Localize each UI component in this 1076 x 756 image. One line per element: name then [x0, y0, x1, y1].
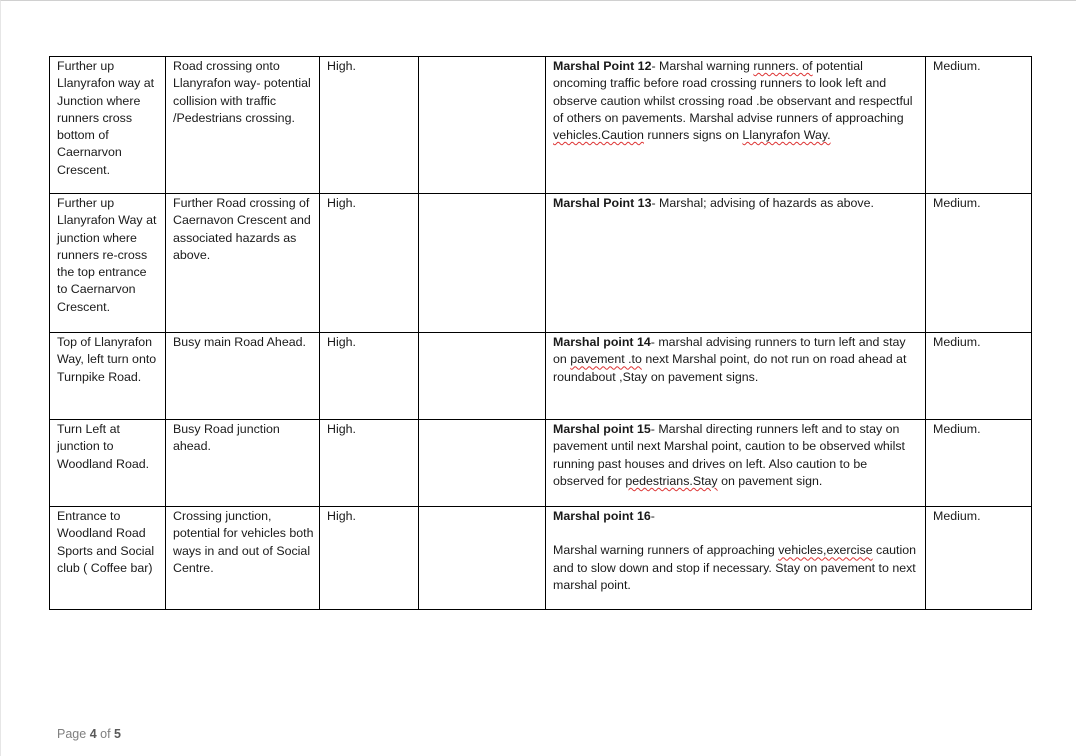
hazard-text: Busy main Road Ahead. [173, 335, 306, 349]
location-cell [50, 333, 166, 420]
risk-level-cell [320, 507, 419, 610]
residual-risk-text: Medium. [933, 59, 981, 73]
risk-assessment-table [49, 56, 1032, 610]
risk-level-cell [320, 194, 419, 333]
marshal-point-title: Marshal point 16 [553, 509, 651, 523]
residual-risk-text: Medium. [933, 509, 981, 523]
hazard-text: Crossing junction, potential for vehicles both ways in and out of Social Centre. [173, 509, 314, 575]
location-text: Entrance to Woodland Road Sports and Social club ( Coffee bar) [57, 509, 155, 575]
risk-level-text: High. [327, 509, 356, 523]
marshal-title-suffix: - [650, 509, 655, 523]
empty-cell [419, 194, 546, 333]
location-text: Further up Llanyrafon Way at junction where runners re-cross the top entrance to Caernarvon Crescent. [57, 196, 157, 314]
empty-cell [419, 333, 546, 420]
page-total: 5 [114, 727, 121, 741]
table-row [50, 333, 1032, 420]
marshal-point-title: Marshal Point 12 [553, 59, 652, 73]
marshal-text-part: potential oncoming traffic before road crossing runners to look left and observe caution whilst crossing road .be observant and respectful of others on pavements. Marshal advise runners of approaching [553, 59, 913, 125]
marshal-point-title: Marshal point 14 [553, 335, 651, 349]
marshal-text-part: runners signs on [643, 128, 743, 143]
location-text: Top of Llanyrafon Way, left turn onto Turnpike Road. [57, 335, 157, 384]
spelling-flagged-text: vehicles,exercise [778, 543, 873, 558]
location-text: Further up Llanyrafon way at Junction where runners cross bottom of Caernarvon Crescent. [57, 59, 155, 177]
marshal-cell [546, 420, 926, 507]
table-row [50, 507, 1032, 610]
risk-level-text: High. [327, 335, 356, 349]
hazard-cell [166, 333, 320, 420]
risk-level-cell [320, 333, 419, 420]
residual-risk-text: Medium. [933, 196, 981, 210]
residual-risk-cell [926, 333, 1032, 420]
marshal-text-part: - marshal advising runners to turn left and stay on [553, 335, 906, 367]
hazard-text: Busy Road junction ahead. [173, 422, 280, 454]
hazard-text: Road crossing onto Llanyrafon way- potential collision with traffic /Pedestrians crossing. [173, 59, 311, 125]
spelling-flagged-text: vehicles.Caution [553, 128, 644, 143]
hazard-cell [166, 194, 320, 333]
marshal-text-part: - Marshal; advising of hazards as above. [651, 196, 874, 210]
spelling-flagged-text: pedestrians.Stay [625, 473, 718, 488]
residual-risk-cell [926, 194, 1032, 333]
marshal-text-part: - Marshal directing runners left and to stay on pavement until next Marshal point, caution to be observed whilst running past houses and drives on left. Also caution to be observed for [553, 422, 905, 488]
marshal-text-part: caution and to slow down and stop if necessary. Stay on pavement to next marshal point. [553, 543, 916, 592]
residual-risk-text: Medium. [933, 422, 981, 436]
hazard-cell [166, 420, 320, 507]
table-row [50, 420, 1032, 507]
risk-level-text: High. [327, 196, 356, 210]
page-current: 4 [89, 727, 97, 741]
spelling-flagged-text: runners. of [753, 59, 813, 73]
empty-cell [419, 57, 546, 194]
table-row [50, 57, 1032, 194]
marshal-text-part: - Marshal warning [651, 59, 754, 73]
marshal-point-title: Marshal Point 13 [553, 196, 652, 210]
location-cell [50, 420, 166, 507]
hazard-cell [166, 57, 320, 194]
spelling-flagged-text: pavement .to [570, 352, 642, 367]
location-cell [50, 194, 166, 333]
marshal-cell [546, 507, 926, 610]
hazard-cell [166, 507, 320, 610]
marshal-text-part: next Marshal point, do not run on road ahead at roundabout ,Stay on pavement signs. [553, 352, 907, 384]
residual-risk-cell [926, 507, 1032, 610]
marshal-point-title: Marshal point 15 [553, 422, 651, 436]
location-cell [50, 57, 166, 194]
marshal-cell [546, 57, 926, 194]
location-text: Turn Left at junction to Woodland Road. [57, 422, 150, 471]
marshal-cell [546, 333, 926, 420]
empty-cell [419, 507, 546, 610]
marshal-text-part: on pavement sign. [717, 473, 823, 488]
table-row [50, 194, 1032, 333]
risk-level-cell [320, 420, 419, 507]
residual-risk-cell [926, 57, 1032, 194]
risk-level-text: High. [327, 422, 356, 436]
page-label: Page [57, 727, 87, 741]
empty-cell [419, 420, 546, 507]
paragraph-gap [553, 525, 920, 542]
spelling-flagged-text: Llanyrafon Way. [742, 128, 831, 143]
marshal-text-part: Marshal warning runners of approaching [553, 543, 779, 558]
risk-level-cell [320, 57, 419, 194]
residual-risk-cell [926, 420, 1032, 507]
page-number-footer [57, 727, 121, 741]
page-of-label: of [100, 727, 111, 741]
marshal-cell [546, 194, 926, 333]
risk-level-text: High. [327, 59, 356, 73]
hazard-text: Further Road crossing of Caernavon Crescent and associated hazards as above. [173, 196, 311, 262]
residual-risk-text: Medium. [933, 335, 981, 349]
location-cell [50, 507, 166, 610]
